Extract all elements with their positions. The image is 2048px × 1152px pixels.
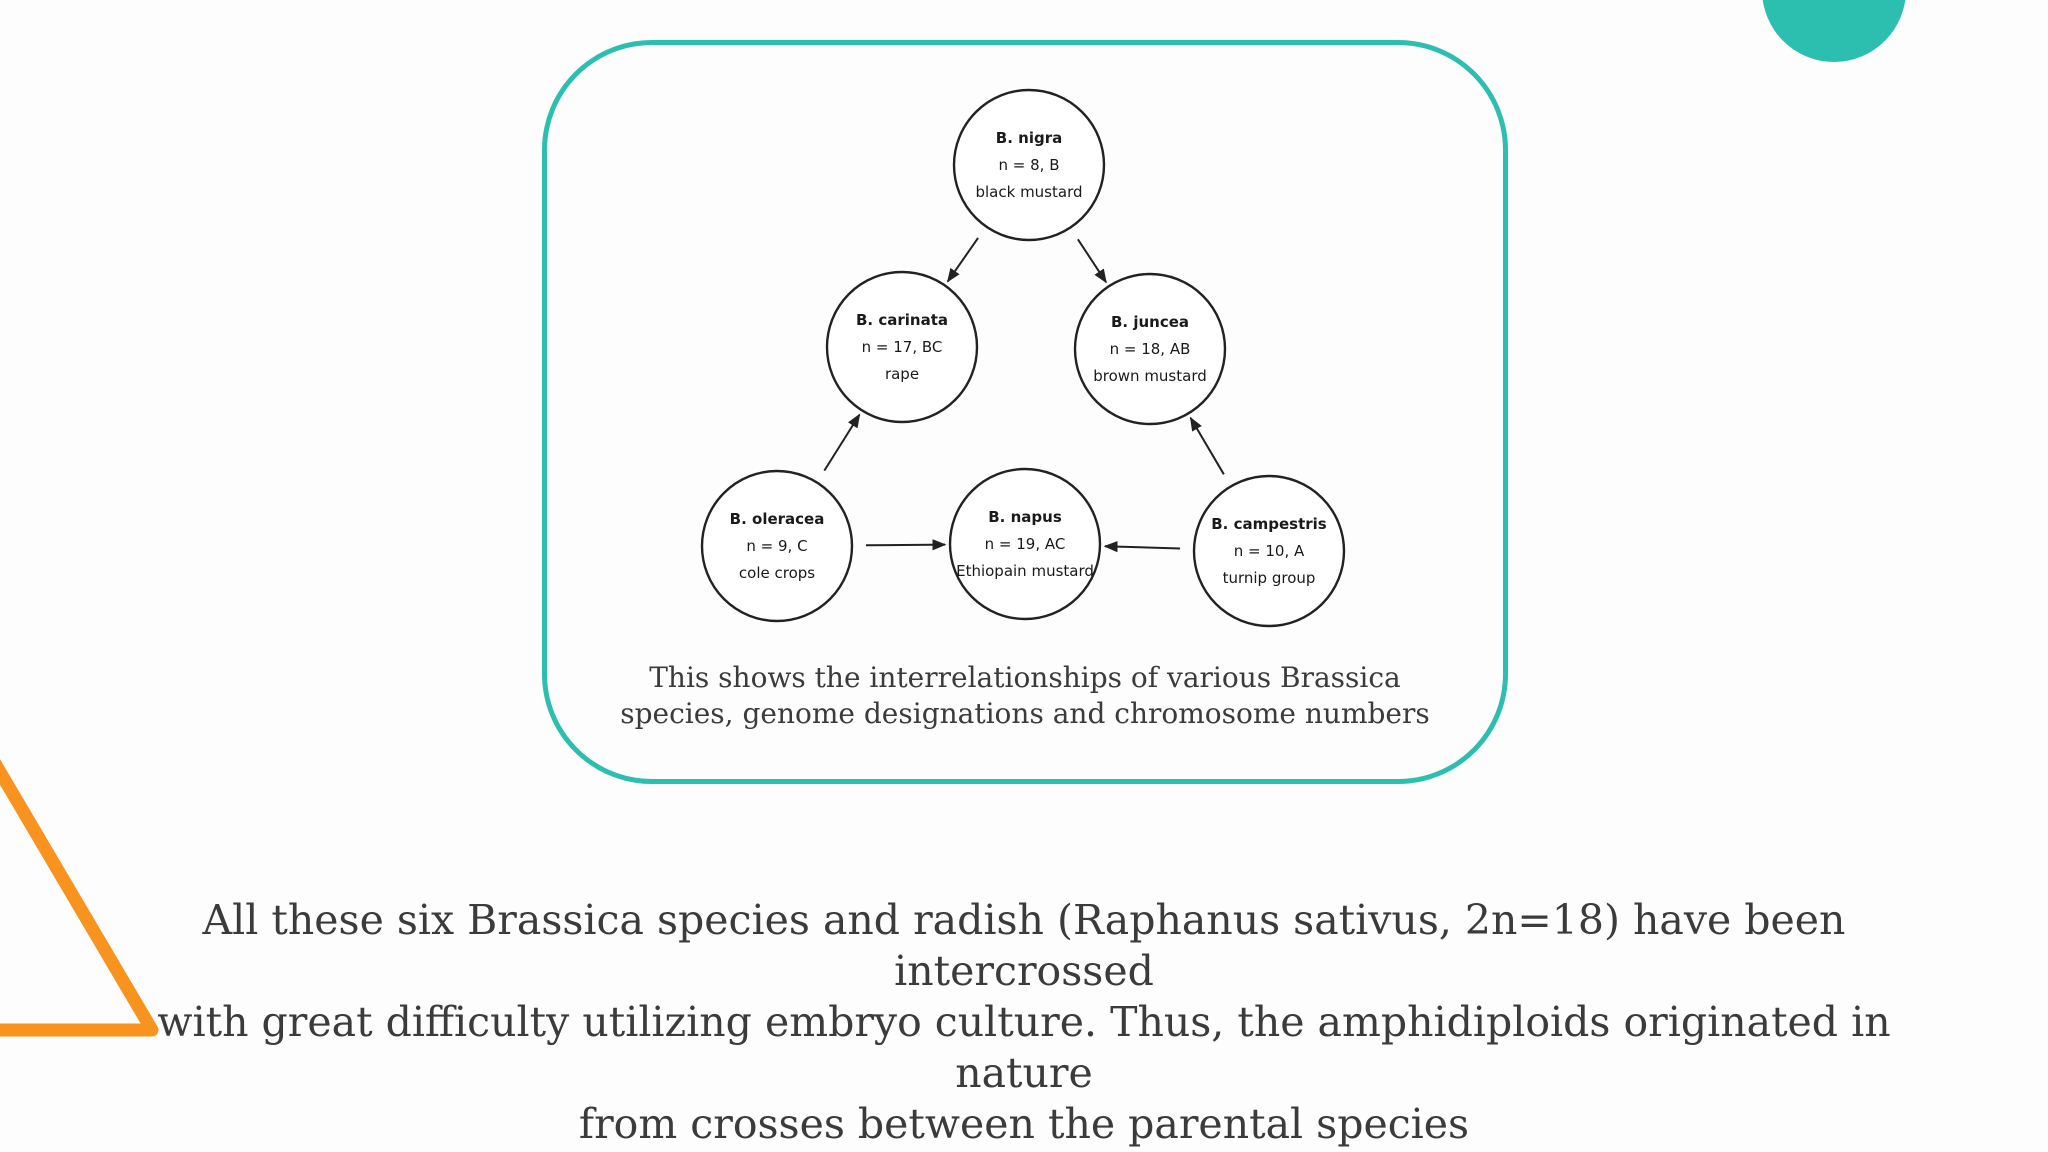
- node-common-name-label: rape: [884, 365, 920, 383]
- node-oleracea: [702, 471, 852, 621]
- diagram-caption: [560, 660, 1490, 732]
- node-chromosome-label: n = 8, B: [998, 156, 1060, 174]
- arrow-oleracea-to-napus: [866, 545, 945, 546]
- node-napus: [950, 469, 1100, 619]
- node-nigra: [954, 90, 1104, 240]
- node-common-name-label: brown mustard: [1093, 367, 1207, 385]
- node-juncea: [1075, 274, 1225, 424]
- body-line-3: from crosses between the parental species: [578, 1100, 1470, 1148]
- node-carinata: [827, 272, 977, 422]
- node-name-label: B. nigra: [995, 129, 1063, 147]
- node-name-label: B. napus: [988, 508, 1062, 526]
- node-chromosome-label: n = 18, AB: [1109, 340, 1191, 358]
- node-name-label: B. juncea: [1110, 313, 1190, 331]
- node-name-label: B. oleracea: [729, 510, 825, 528]
- arrow-campestris-to-napus: [1105, 546, 1180, 548]
- node-name-label: B. carinata: [856, 311, 948, 329]
- node-chromosome-label: n = 9, C: [746, 537, 808, 555]
- arrow-nigra-to-carinata: [948, 238, 978, 281]
- body-line-1: All these six Brassica species and radish (Raphanus sativus, 2n=18) have been intercrossed: [202, 896, 1846, 995]
- arrow-oleracea-to-carinata: [824, 415, 859, 471]
- arrow-nigra-to-juncea: [1078, 239, 1106, 282]
- node-common-name-label: black mustard: [975, 183, 1083, 201]
- body-paragraph: [120, 895, 1928, 1150]
- arrow-campestris-to-juncea: [1191, 418, 1224, 474]
- node-common-name-label: Ethiopain mustard: [956, 562, 1094, 580]
- node-chromosome-label: n = 17, BC: [861, 338, 943, 356]
- caption-line-2: species, genome designations and chromosome numbers: [620, 697, 1430, 730]
- node-campestris: [1194, 476, 1344, 626]
- caption-line-1: This shows the interrelationships of various Brassica: [649, 661, 1401, 694]
- body-line-2: with great difficulty utilizing embryo culture. Thus, the amphidiploids originated in nature: [157, 998, 1891, 1097]
- node-common-name-label: turnip group: [1222, 569, 1316, 587]
- node-common-name-label: cole crops: [738, 564, 816, 582]
- node-name-label: B. campestris: [1211, 515, 1327, 533]
- node-chromosome-label: n = 19, AC: [984, 535, 1066, 553]
- node-chromosome-label: n = 10, A: [1233, 542, 1305, 560]
